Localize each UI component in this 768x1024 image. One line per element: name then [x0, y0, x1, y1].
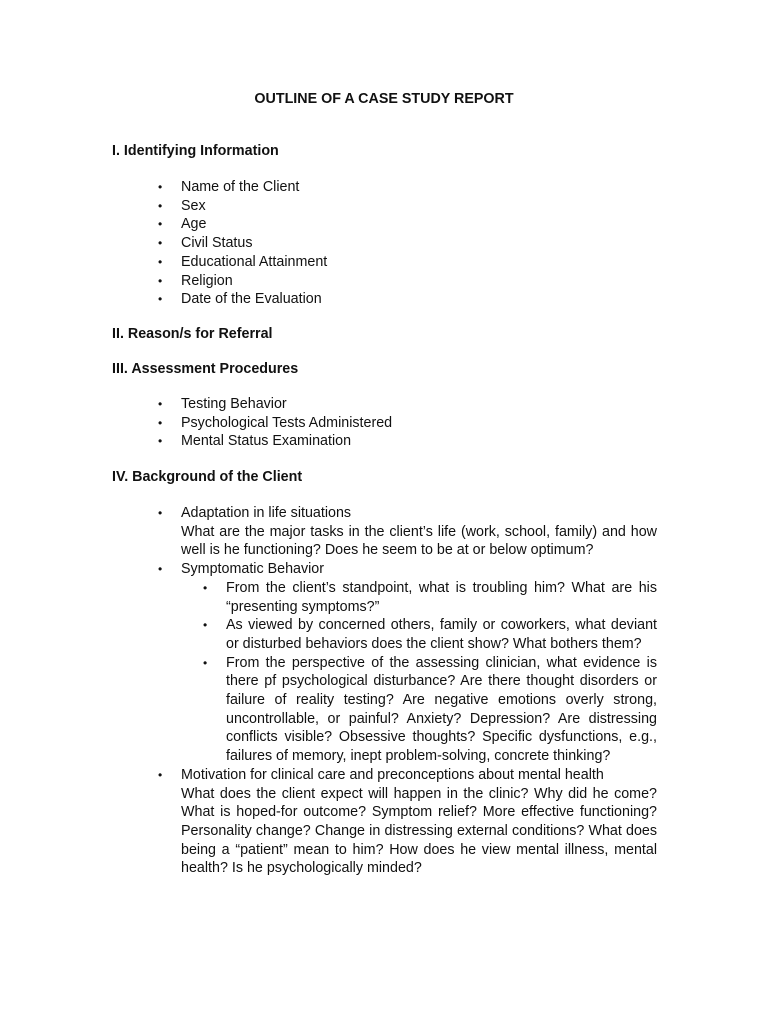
item-label: Motivation for clinical care and preconceptions about mental health: [181, 766, 604, 783]
bullet-icon: •: [158, 506, 163, 520]
bullet-icon: •: [203, 580, 208, 595]
item-label: Symptomatic Behavior: [181, 561, 325, 578]
bullet-icon: •: [158, 198, 163, 213]
assessment-procedures-list: [158, 395, 657, 451]
section-heading-assessment-procedures: III. Assessment Procedures: [112, 361, 299, 377]
bullet-icon: •: [158, 217, 163, 232]
section-heading-background-of-the-client: IV. Background of the Client: [112, 469, 303, 485]
list-item: • Name of the Client: [158, 179, 300, 195]
bullet-icon: •: [203, 618, 208, 633]
item-label: Adaptation in life situations: [181, 505, 352, 521]
item-description: What are the major tasks in the client’s life (work, school, family) and how well is he functioning? Does he seem to be at or below optimum?: [181, 523, 657, 559]
bullet-icon: •: [203, 655, 208, 670]
bullet-icon: •: [158, 562, 163, 577]
bullet-icon: •: [158, 397, 163, 411]
background-list: [158, 504, 657, 878]
bullet-icon: •: [158, 767, 163, 782]
list-item: • Age: [158, 216, 207, 233]
bullet-icon: •: [158, 415, 163, 430]
sublist-item: • From the perspective of the assessing clinician, what evidence is there pf psychological disturbance? Are there thought disorders or failure of reality testing? Are negative emotions overly strong, uncontrollable, or painful? Anxiety? Depression? Are distressing conflicts visible? Obsessive thoughts? Specific dysfunctions, e.g., failures of memory, inept problem-solving, concrete thinking?: [203, 654, 657, 765]
list-item: • Religion: [158, 272, 233, 289]
symptomatic-sublist: [181, 579, 657, 766]
identifying-information-list: [158, 178, 657, 309]
item-description: What does the client expect will happen in the clinic? Why did he come? What is hoped-for outcome? Symptom relief? More effective functioning? Personality change? Change in distressing external conditions? What does being a “patient” mean to him? How does he view mental illness, mental health? Is he psychologically minded?: [181, 785, 657, 877]
list-item: • Educational Attainment: [158, 253, 328, 270]
sublist-item: • From the client’s standpoint, what is troubling him? What are his “presenting symptoms?”: [203, 579, 657, 615]
list-item: • Date of the Evaluation: [158, 291, 322, 308]
list-item-motivation: [158, 766, 657, 878]
sublist-item: • As viewed by concerned others, family or coworkers, what deviant or disturbed behaviors does the client show? What bothers them?: [203, 617, 657, 652]
list-item: • Psychological Tests Administered: [158, 414, 393, 431]
bullet-icon: •: [158, 180, 163, 194]
bullet-icon: •: [158, 236, 163, 251]
list-item: • Sex: [158, 197, 206, 214]
document-title: OUTLINE OF A CASE STUDY REPORT: [254, 91, 514, 107]
list-item-adaptation: [158, 504, 657, 560]
bullet-icon: •: [158, 273, 163, 288]
list-item: • Mental Status Examination: [158, 433, 352, 450]
list-item: • Testing Behavior: [158, 396, 287, 412]
section-heading-reasons-for-referral: II. Reason/s for Referral: [112, 326, 273, 342]
bullet-icon: •: [158, 434, 163, 449]
bullet-icon: •: [158, 292, 163, 307]
section-heading-identifying-information: I. Identifying Information: [112, 143, 279, 159]
list-item: • Civil Status: [158, 235, 253, 252]
list-item-symptomatic: [158, 560, 657, 766]
bullet-icon: •: [158, 254, 163, 269]
